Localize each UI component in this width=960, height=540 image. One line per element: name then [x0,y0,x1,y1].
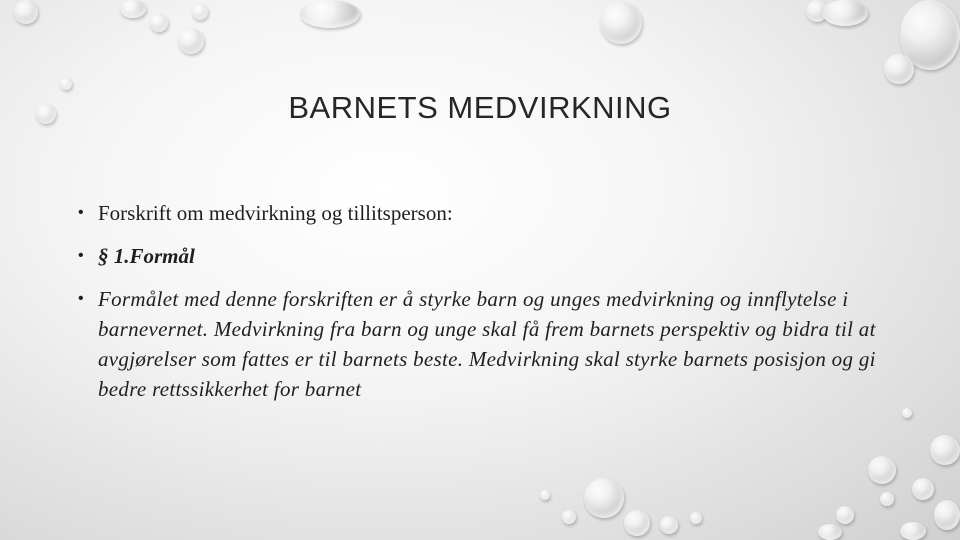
bullet-item [78,198,898,228]
bullet-dot: • [78,290,84,307]
water-droplet [562,510,576,524]
water-droplet [60,78,72,90]
water-droplet [818,524,842,540]
bullet-item [78,241,898,271]
water-droplet [880,492,894,506]
water-droplet [822,0,868,26]
water-droplet [900,522,926,540]
water-droplet [690,512,702,524]
water-droplet [930,435,960,465]
bullet-item [78,284,898,404]
water-droplet [836,506,854,524]
water-droplet [660,516,678,534]
water-droplet [14,0,38,24]
water-droplet [540,490,550,500]
water-droplet [868,456,896,484]
water-droplet [178,28,204,54]
bullet-text: Forskrift om medvirkning og tillitsperson: [98,201,453,225]
slide-title: BARNETS MEDVIRKNING [288,90,672,125]
water-droplet [624,510,650,536]
water-droplet [902,408,912,418]
water-droplet [600,2,642,44]
water-droplet [912,478,934,500]
water-droplet [120,0,146,18]
bullet-text: Formålet med denne forskriften er å styrke barn og unges medvirkning og innflytelse i barnevernet. Medvirkning fra barn og unge skal få frem barnets perspektiv og bidra til at avgjørelser som fattes er til barnets beste. Medvirkning skal styrke barnets posisjon og gi bedre rettssikkerhet for barnet [98,287,876,401]
water-droplet [300,0,360,28]
bullet-list [78,198,898,417]
water-droplet [584,478,624,518]
water-droplet [150,14,168,32]
water-droplet [884,54,914,84]
section-heading: § 1.Formål [98,244,195,268]
water-droplet [934,500,960,530]
water-droplet [192,4,208,20]
bullet-dot: • [78,247,84,264]
bullet-dot: • [78,204,84,221]
